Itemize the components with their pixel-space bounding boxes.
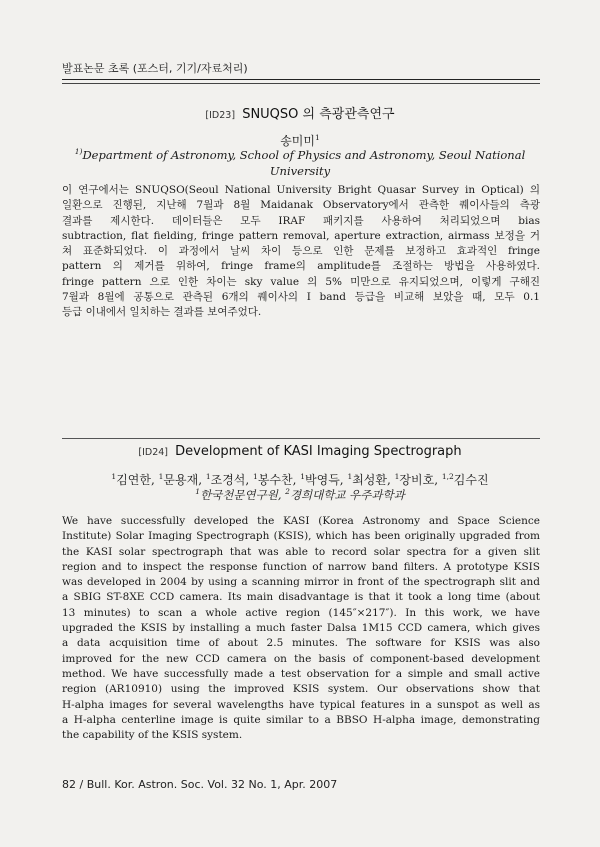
author-superscript: 1,2: [441, 472, 454, 481]
running-header: 발표논문 초록 (포스터, 기기/자료처리): [62, 62, 248, 75]
body-line: pattern 의 제거를 위하여, fringe frame의 amplitude를 조절하는 방법을 사용하였다.: [62, 260, 540, 273]
body-line: Institute) Solar Imaging Spectrograph (KSIS), which has been originally upgraded from: [62, 530, 540, 543]
author-superscript: 1: [158, 472, 164, 481]
author-name: 송미미: [280, 134, 315, 148]
abstract-body-id24: [62, 514, 540, 743]
abstract-title-id24: [0, 444, 600, 459]
author-name: 장비호: [399, 473, 435, 487]
body-line: fringe pattern 으로 인한 차이는 sky value 의 5% 미만으로 유지되었으며, 이렇게 구해진: [62, 275, 540, 288]
body-line: a SBIG ST-8XE CCD camera. Its main disadvantage is that it took a long time (about: [62, 591, 540, 604]
affiliation-superscript: 1: [195, 487, 201, 497]
header-rule-thin: [62, 83, 540, 84]
author-name: 조경석: [210, 473, 246, 487]
body-line: region and to inspect the response function of narrow band filters. A prototype KSIS: [62, 560, 540, 573]
body-line: the capability of the KSIS system.: [62, 729, 243, 742]
body-line: 쳐 표준화되었다. 이 과정에서 날씨 차이 등으로 인한 문제를 보정하고 효과적인 fringe: [62, 245, 540, 258]
body-line: was developed in 2004 by using a scanning mirror in front of the spectrograph slit and: [62, 576, 540, 589]
body-line: region (AR10910) using the improved KSIS system. Our observations show that: [62, 683, 540, 696]
author-superscript: 1: [394, 472, 400, 481]
author-superscript: 1: [111, 472, 117, 481]
author-superscript: 1: [347, 472, 353, 481]
body-line: We have successfully developed the KASI (Korea Astronomy and Space Science: [62, 515, 540, 527]
affiliation: [0, 147, 600, 179]
affiliation-superscript: 2: [285, 487, 290, 497]
body-line: 이 연구에서는 SNUQSO(Seoul National University Bright Quasar Survey in Optical) 의: [62, 184, 540, 196]
author-name: 문용재: [163, 473, 199, 487]
author-line: $^1$김연한, $^1$문용재, $^1$조경석, $^1$봉수찬, $^1$박영득, $^1$최성환, $^1$장비호, $^{1,2}$김수진: [111, 472, 489, 487]
abstract-code: [ID24]: [138, 447, 168, 458]
affiliation-text: Department of Astronomy, School of Physics and Astronomy, Seoul National: [82, 148, 526, 162]
body-line: a data acquisition time of about 2.5 minutes. The software for KSIS was also: [62, 637, 540, 650]
author-superscript: 1: [315, 133, 320, 142]
body-line: subtraction, flat fielding, fringe pattern removal, aperture extraction, airmass 보정을 거: [62, 229, 540, 242]
body-line: improved for the new CCD camera on the basis of component-based development: [62, 652, 540, 665]
abstract-title-id23: [0, 103, 600, 122]
body-line: 등급 이내에서 일치하는 결과를 보여주었다.: [62, 306, 262, 319]
abstract-body-id23: [62, 183, 540, 321]
author-superscript: 1: [253, 472, 258, 481]
body-line: a H-alpha centerline image is quite similar to a BBSO H-alpha image, demonstrating: [62, 713, 540, 726]
header-rule: [62, 79, 540, 80]
body-line: upgraded the KSIS by installing a much faster Dalsa 1M15 CCD camera, which gives: [62, 622, 540, 635]
affiliation-line-2: University: [269, 164, 331, 178]
body-line: 13 minutes) to scan a whole active region (145″×217″). In this work, we have: [62, 606, 540, 619]
body-line: 결과를 제시한다. 데이터들은 모두 IRAF 패키지를 사용하여 처리되었으며 bias: [62, 214, 540, 227]
abstract-code: [ID23]: [205, 110, 236, 121]
body-line: H-alpha images for several wavelengths have typical features in a sunspot as well as: [62, 698, 540, 711]
abstract-title-text: Development of KASI Imaging Spectrograph: [175, 444, 462, 459]
affiliation-line: [0, 147, 600, 163]
author-name: 박영득: [305, 473, 340, 487]
abstract-title-text: SNUQSO 의 측광관측연구: [242, 107, 395, 122]
author-superscript: 1: [205, 472, 211, 481]
section-divider: [62, 438, 540, 439]
body-line: method. We have successfully made a test observation for a simple and small active: [62, 667, 540, 680]
body-line: the KASI solar spectrograph that was able to record solar spectra for a given slit: [62, 545, 540, 558]
author-name: 김수진: [453, 473, 489, 487]
author-superscript: 1: [300, 472, 306, 481]
page-footer: 82 / Bull. Kor. Astron. Soc. Vol. 32 No. 1, Apr. 2007: [62, 778, 338, 791]
affiliation-text: 경희대학교 우주과학과: [289, 488, 405, 502]
body-line: 일환으로 진행된, 지난해 7월과 8월 Maidanak Observatory에서 관측한 퀘이사들의 측광: [62, 199, 540, 212]
author-name: 봉수찬: [257, 473, 293, 487]
affiliation-superscript: 1): [74, 147, 83, 157]
author-name: 최성환: [352, 473, 387, 487]
affiliation: [0, 487, 600, 503]
affiliation-text: 한국천문연구원,: [200, 488, 286, 502]
body-line: 7월과 8월에 공통으로 관측된 6개의 퀘이사의 I band 등급을 비교해 보았을 때, 모두 0.1: [62, 291, 540, 304]
author-name: 김연한: [116, 473, 151, 487]
